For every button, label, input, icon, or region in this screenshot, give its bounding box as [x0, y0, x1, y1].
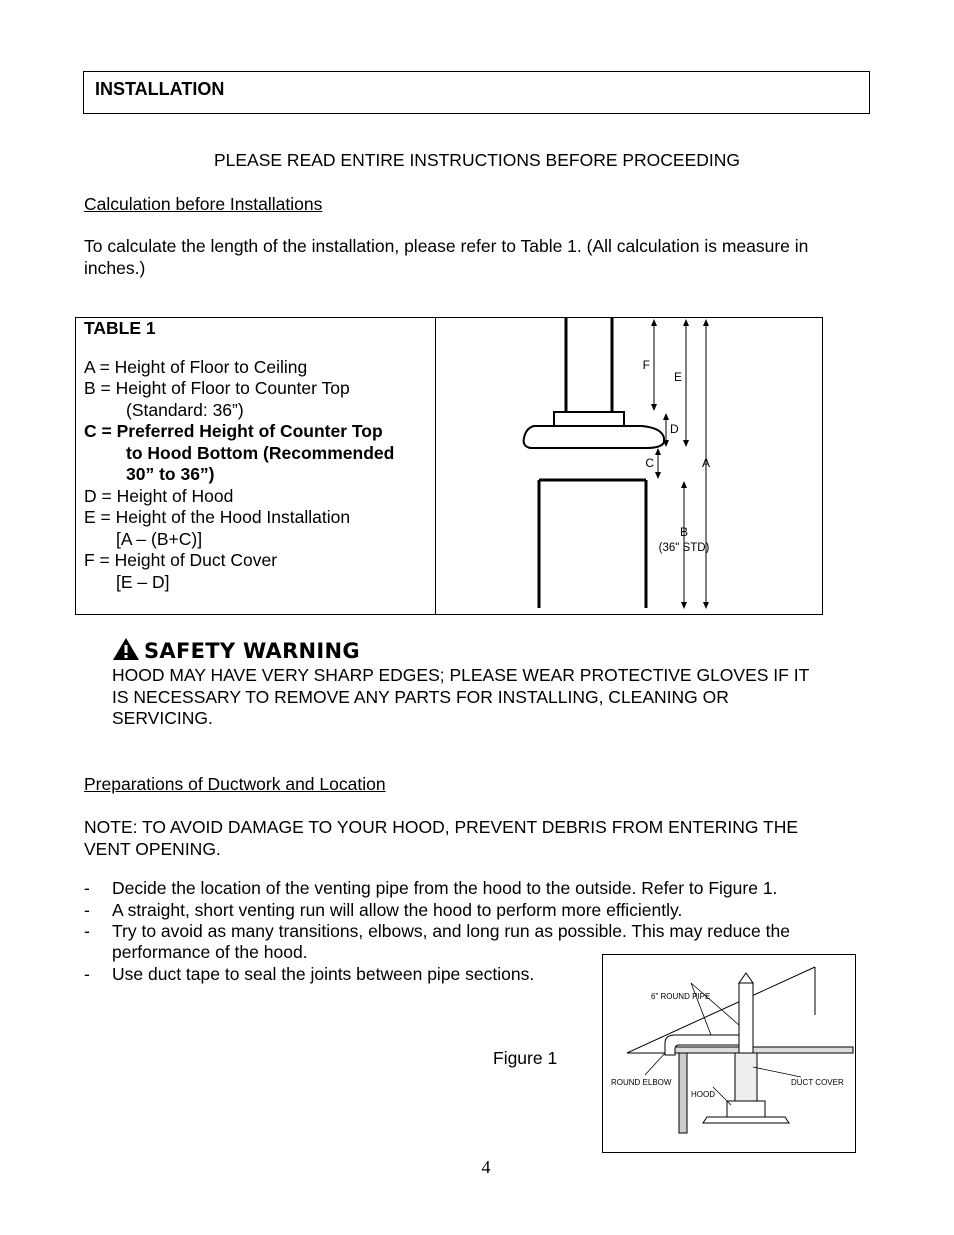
bullet-dash: -: [84, 921, 90, 941]
pipe-pointer-1: [691, 983, 739, 1025]
bullet-dash: -: [84, 900, 90, 920]
bullet-dash: -: [84, 878, 90, 898]
label-round-pipe: 6" ROUND PIPE: [651, 992, 711, 1001]
ceiling-joist: [673, 1047, 853, 1053]
table-line-c-2: to Hood Bottom (Recommended: [126, 443, 395, 463]
ductwork-note-line2: VENT OPENING.: [84, 839, 221, 859]
wall-section: [679, 1053, 687, 1133]
table-line-b-std: (Standard: 36”): [126, 400, 244, 420]
roof-cap: [739, 973, 753, 983]
table-line-f: F = Height of Duct Cover: [84, 550, 278, 570]
hood-dimension-diagram: [436, 318, 822, 614]
pipe-pointer-2: [691, 983, 711, 1035]
bullet-text: Try to avoid as many transitions, elbows, and long run as possible. This may reduce the: [112, 921, 790, 941]
table-line-e-formula: [A – (B+C)]: [116, 529, 203, 549]
hood-top: [727, 1101, 765, 1117]
installation-header-box: [83, 71, 870, 114]
ductwork-note-line1: NOTE: TO AVOID DAMAGE TO YOUR HOOD, PREVENT DEBRIS FROM ENTERING THE: [84, 817, 799, 837]
label-c: C: [645, 456, 654, 470]
table-line-f-formula: [E – D]: [116, 572, 170, 592]
ductwork-illustration: [603, 955, 855, 1152]
table-line-b: B = Height of Floor to Counter Top: [84, 378, 350, 398]
ductwork-heading: Preparations of Ductwork and Location: [84, 774, 386, 794]
hood-pointer: [713, 1087, 731, 1105]
bullet-dash: -: [84, 964, 90, 984]
safety-warning-title: SAFETY WARNING: [144, 639, 360, 663]
figure-1: [602, 954, 856, 1153]
figure-1-caption: Figure 1: [493, 1048, 558, 1068]
duct-cover: [735, 1053, 757, 1101]
calculation-body-line2: inches.): [84, 258, 146, 278]
bullet-text-continuation: performance of the hood.: [112, 942, 308, 962]
bullet-text: Use duct tape to seal the joints between pipe sections.: [112, 964, 535, 984]
safety-line-3: SERVICING.: [112, 708, 213, 728]
safety-line-2: IS NECESSARY TO REMOVE ANY PARTS FOR INSTALLING, CLEANING OR: [112, 686, 729, 707]
bullet-text: Decide the location of the venting pipe from the hood to the outside. Refer to Figure 1.: [112, 878, 778, 898]
page-number: 4: [481, 1157, 491, 1177]
safety-warning-text: [112, 665, 872, 730]
table-line-a: A = Height of Floor to Ceiling: [84, 357, 308, 377]
hood-body: [703, 1117, 789, 1123]
label-round-elbow: ROUND ELBOW: [611, 1078, 672, 1087]
table-line-c: C = Preferred Height of Counter Top: [84, 421, 383, 441]
duct-cover-pointer: [753, 1067, 801, 1077]
label-duct-cover: DUCT COVER: [791, 1078, 844, 1087]
table-line-d: D = Height of Hood: [84, 486, 234, 506]
table-title: TABLE 1: [84, 318, 156, 338]
safety-line-1: HOOD MAY HAVE VERY SHARP EDGES; PLEASE WEAR PROTECTIVE GLOVES IF IT: [112, 665, 810, 685]
label-e: E: [673, 370, 682, 384]
label-a: A: [701, 456, 710, 470]
label-b-std: (36" STD): [658, 542, 710, 554]
table-1: [75, 317, 823, 615]
safety-warning-heading: [112, 637, 360, 663]
bullet-text: A straight, short venting run will allow the hood to perform more efficiently.: [112, 900, 683, 920]
calculation-heading: Calculation before Installations: [84, 194, 323, 214]
calculation-body-line1: To calculate the length of the installation, please refer to Table 1. (All calculation is measure in: [84, 236, 809, 256]
hood-canopy: [524, 426, 664, 448]
instructions-notice: PLEASE READ ENTIRE INSTRUCTIONS BEFORE PROCEEDING: [213, 150, 741, 170]
label-hood: HOOD: [691, 1090, 715, 1099]
label-d: D: [670, 422, 679, 436]
table-line-c-3: 30” to 36”): [126, 464, 215, 484]
table-line-e: E = Height of the Hood Installation: [84, 507, 351, 527]
hood-collar: [554, 412, 624, 426]
elbow-pointer: [645, 1053, 665, 1075]
label-f: F: [642, 358, 650, 372]
warning-triangle-icon: [112, 637, 140, 661]
section-title: INSTALLATION: [95, 79, 225, 99]
label-b: B: [679, 525, 689, 539]
